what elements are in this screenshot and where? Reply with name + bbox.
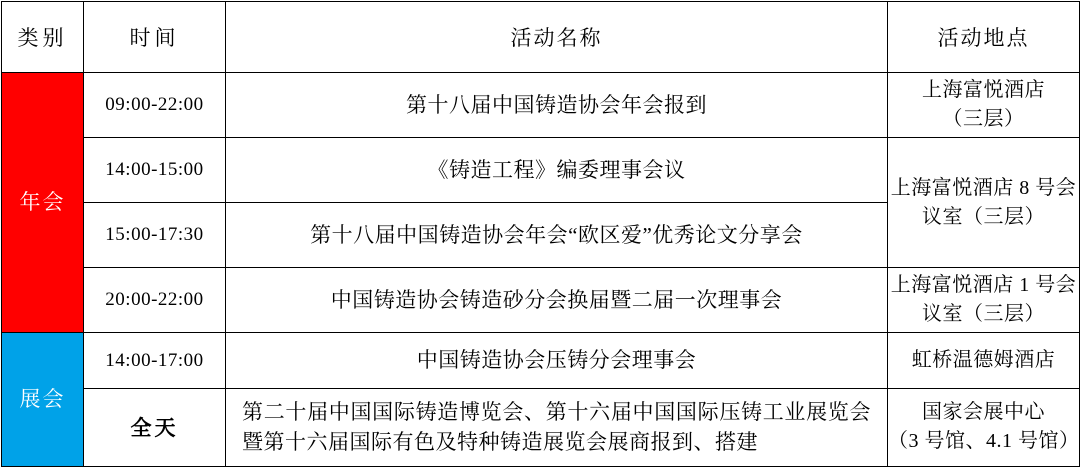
table-row xyxy=(2,333,1080,389)
location-cell xyxy=(888,138,1080,268)
header-time: 时间 xyxy=(84,2,226,73)
category-cell-annual: 年会 xyxy=(2,73,84,333)
header-row xyxy=(2,2,1080,73)
time-cell: 15:00-17:30 xyxy=(84,203,226,268)
location-line-1: 上海富悦酒店 xyxy=(922,79,1045,101)
time-cell: 20:00-22:00 xyxy=(84,268,226,333)
location-cell xyxy=(888,73,1080,138)
location-line-2: （3 号馆、4.1 号馆） xyxy=(888,430,1080,453)
location-line-2: 议室（三层） xyxy=(922,205,1045,228)
time-cell: 09:00-22:00 xyxy=(84,73,226,138)
location-line-1: 国家会展中心 xyxy=(922,401,1045,424)
header-activity: 活动名称 xyxy=(226,2,888,73)
header-location: 活动地点 xyxy=(888,2,1080,73)
location-cell: 虹桥温德姆酒店 xyxy=(888,333,1080,389)
activity-cell: 中国铸造协会压铸分会理事会 xyxy=(226,333,888,389)
schedule-table xyxy=(1,1,1080,467)
table-body xyxy=(2,73,1080,467)
table-header xyxy=(2,2,1080,73)
activity-cell: 第十八届中国铸造协会年会报到 xyxy=(226,73,888,138)
table-row xyxy=(2,268,1080,333)
table-row xyxy=(2,138,1080,203)
activity-cell: 中国铸造协会铸造砂分会换届暨二届一次理事会 xyxy=(226,268,888,333)
schedule-sheet xyxy=(0,1,1080,456)
location-cell xyxy=(888,268,1080,333)
time-cell: 14:00-15:00 xyxy=(84,138,226,203)
location-line-2: （三层） xyxy=(942,108,1025,130)
location-line-1: 上海富悦酒店 8 号会 xyxy=(890,176,1077,199)
table-row xyxy=(2,73,1080,138)
activity-cell: 第二十届中国国际铸造博览会、第十六届中国国际压铸工业展览会暨第十六届国际有色及特种铸造展览会展商报到、搭建 xyxy=(226,389,888,467)
activity-cell: 《铸造工程》编委理事会议 xyxy=(226,138,888,203)
category-cell-expo: 展会 xyxy=(2,333,84,467)
time-cell: 全天 xyxy=(84,389,226,467)
location-line-1: 上海富悦酒店 1 号会 xyxy=(890,274,1077,296)
header-category: 类别 xyxy=(2,2,84,73)
location-line-2: 议室（三层） xyxy=(922,303,1045,325)
activity-cell: 第十八届中国铸造协会年会“欧区爱”优秀论文分享会 xyxy=(226,203,888,268)
time-cell: 14:00-17:00 xyxy=(84,333,226,389)
